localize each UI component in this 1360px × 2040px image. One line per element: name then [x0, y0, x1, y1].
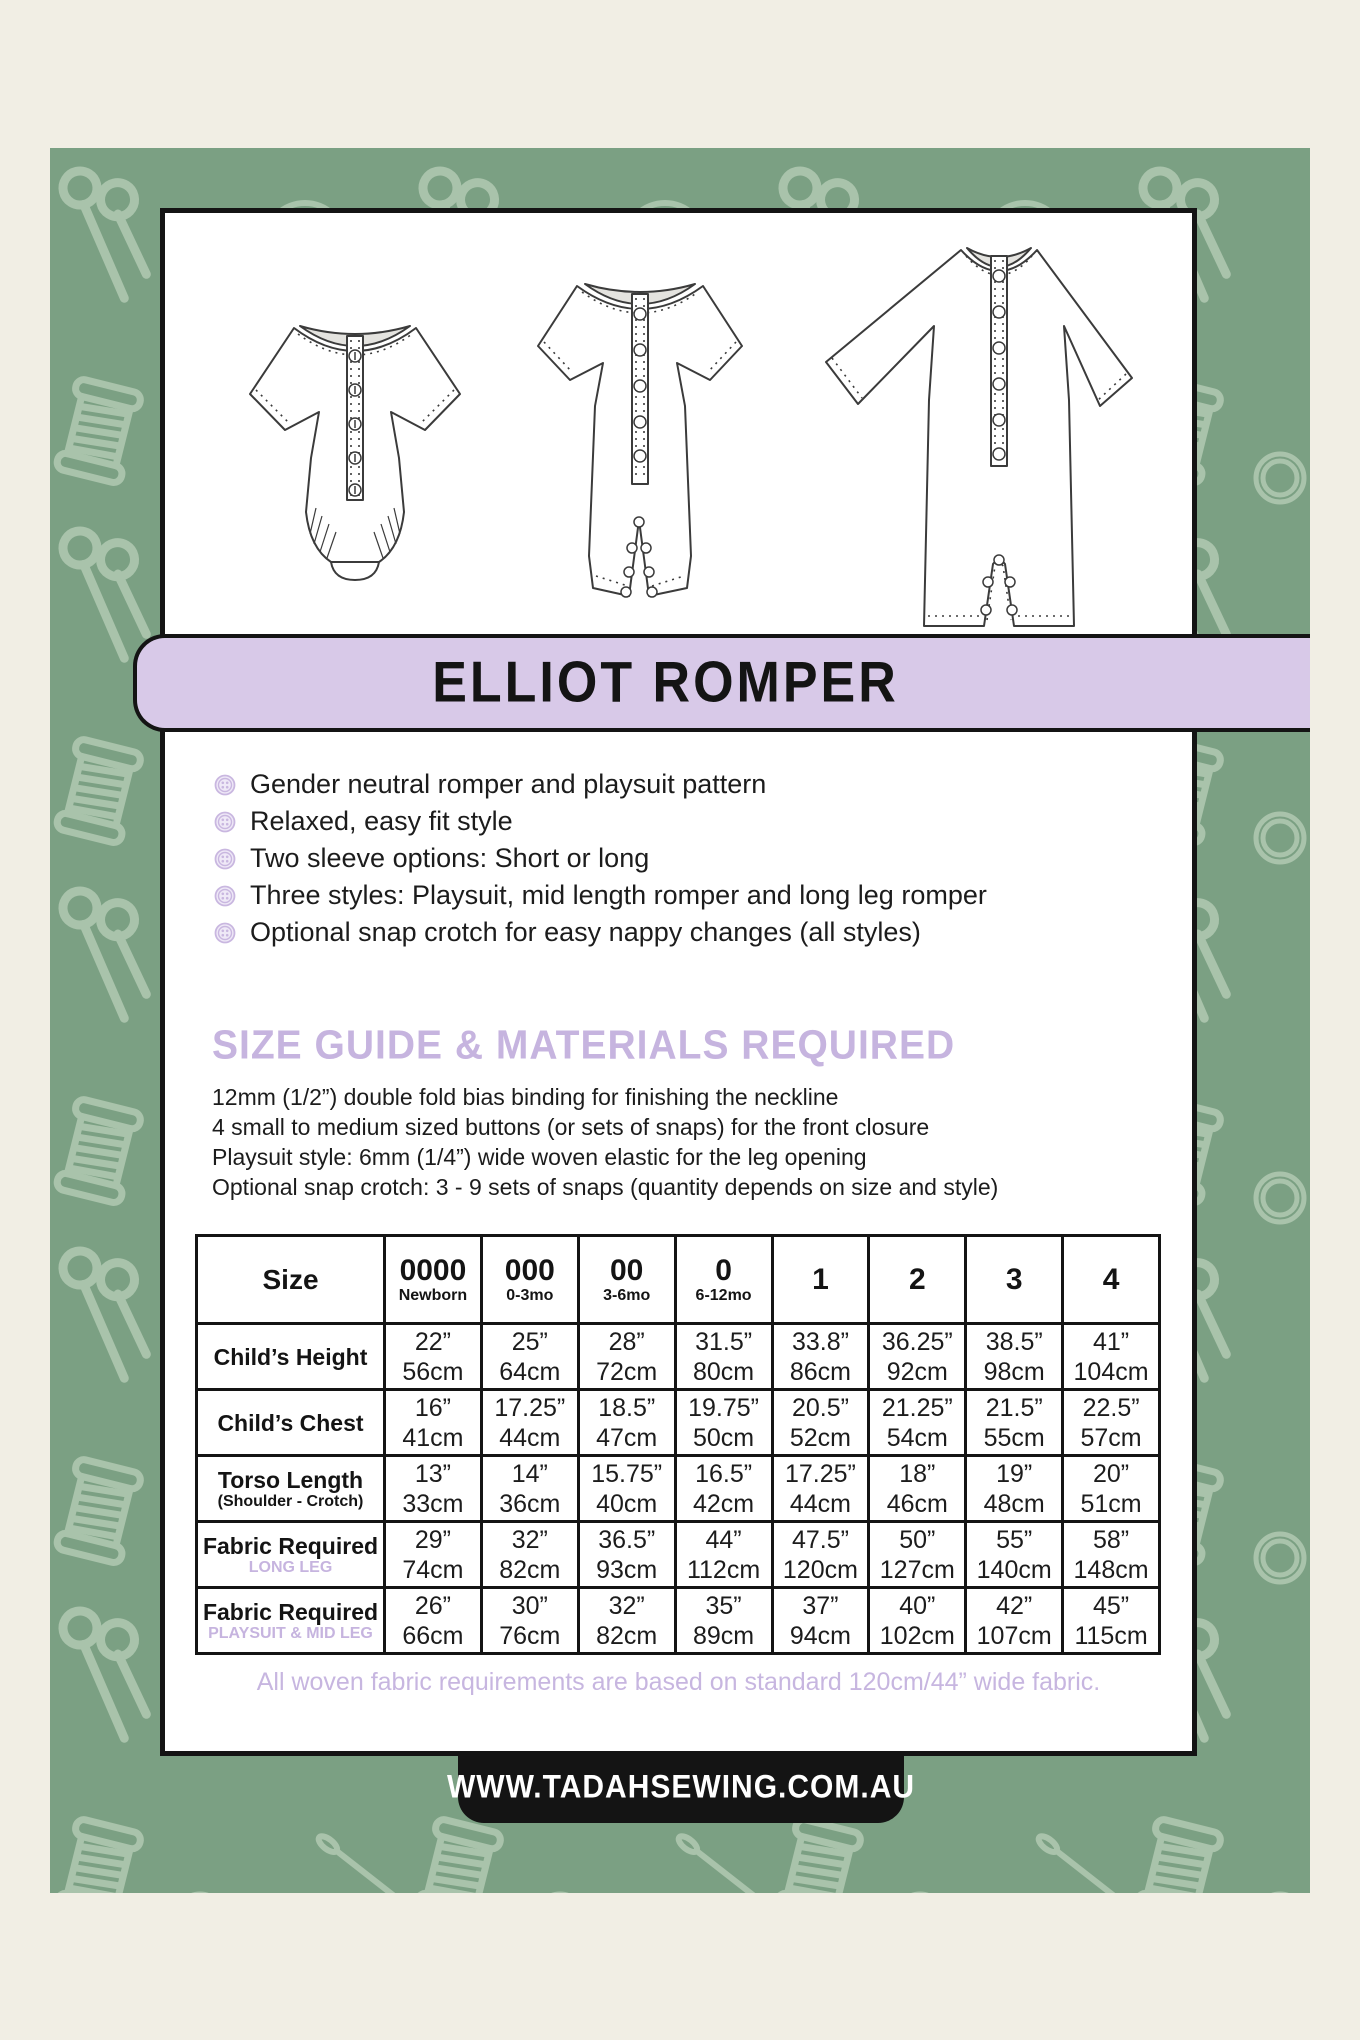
- size-value-cell: 32” 82cm: [481, 1522, 578, 1588]
- title-banner: [133, 634, 1310, 732]
- size-value-cell: 47.5” 120cm: [772, 1522, 869, 1588]
- size-value-cell: 22.5” 57cm: [1063, 1390, 1160, 1456]
- size-value-cell: 36.25” 92cm: [869, 1324, 966, 1390]
- size-value-cell: 30” 76cm: [481, 1588, 578, 1654]
- page-title: ELLIOT ROMPER: [432, 651, 899, 715]
- size-table-header-row: [197, 1236, 1160, 1324]
- size-value-cell: 15.75” 40cm: [578, 1456, 675, 1522]
- size-column-header: 1: [772, 1236, 869, 1324]
- button-bullet-icon: [214, 922, 236, 944]
- size-value-cell: 20.5” 52cm: [772, 1390, 869, 1456]
- button-bullet-icon: [214, 848, 236, 870]
- feature-text: Optional snap crotch for easy nappy changes (all styles): [250, 917, 921, 947]
- size-column-header: 000 0-3mo: [481, 1236, 578, 1324]
- table-row: [197, 1522, 1160, 1588]
- size-value-cell: 40” 102cm: [869, 1588, 966, 1654]
- size-value-cell: 16.5” 42cm: [675, 1456, 772, 1522]
- size-column-header: 0000 Newborn: [385, 1236, 482, 1324]
- feature-item: [214, 766, 987, 803]
- size-value-cell: 45” 115cm: [1063, 1588, 1160, 1654]
- size-column-header: 3: [966, 1236, 1063, 1324]
- feature-item: [214, 803, 987, 840]
- size-value-cell: 37” 94cm: [772, 1588, 869, 1654]
- size-value-cell: 29” 74cm: [385, 1522, 482, 1588]
- size-value-cell: 19.75” 50cm: [675, 1390, 772, 1456]
- row-label-cell: Fabric Required LONG LEG: [197, 1522, 385, 1588]
- size-value-cell: 36.5” 93cm: [578, 1522, 675, 1588]
- button-bullet-icon: [214, 811, 236, 833]
- row-label-cell: Fabric Required PLAYSUIT & MID LEG: [197, 1588, 385, 1654]
- size-value-cell: 18.5” 47cm: [578, 1390, 675, 1456]
- size-table-body: [197, 1324, 1160, 1654]
- feature-item: [214, 914, 987, 951]
- size-guide-heading: SIZE GUIDE & MATERIALS REQUIRED: [212, 1022, 956, 1069]
- material-line: 4 small to medium sized buttons (or sets of snaps) for the front closure: [212, 1114, 930, 1140]
- size-value-cell: 20” 51cm: [1063, 1456, 1160, 1522]
- size-value-cell: 18” 46cm: [869, 1456, 966, 1522]
- table-row: [197, 1324, 1160, 1390]
- material-line: Playsuit style: 6mm (1/4”) wide woven elastic for the leg opening: [212, 1144, 867, 1170]
- material-line: Optional snap crotch: 3 - 9 sets of snaps (quantity depends on size and style): [212, 1174, 999, 1200]
- size-value-cell: 19” 48cm: [966, 1456, 1063, 1522]
- size-column-header: 2: [869, 1236, 966, 1324]
- size-value-cell: 50” 127cm: [869, 1522, 966, 1588]
- size-value-cell: 31.5” 80cm: [675, 1324, 772, 1390]
- size-value-cell: 16” 41cm: [385, 1390, 482, 1456]
- size-column-header: 4: [1063, 1236, 1160, 1324]
- button-bullet-icon: [214, 885, 236, 907]
- materials-list: [212, 1082, 998, 1202]
- fabric-note: All woven fabric requirements are based on standard 120cm/44” wide fabric.: [256, 1668, 1101, 1696]
- row-label-cell: Torso Length (Shoulder - Crotch): [197, 1456, 385, 1522]
- size-column-header: 0 6-12mo: [675, 1236, 772, 1324]
- size-value-cell: 58” 148cm: [1063, 1522, 1160, 1588]
- size-value-cell: 28” 72cm: [578, 1324, 675, 1390]
- table-row: [197, 1456, 1160, 1522]
- size-value-cell: 44” 112cm: [675, 1522, 772, 1588]
- size-value-cell: 14” 36cm: [481, 1456, 578, 1522]
- size-table: [195, 1234, 1161, 1655]
- size-column-header: 00 3-6mo: [578, 1236, 675, 1324]
- size-value-cell: 55” 140cm: [966, 1522, 1063, 1588]
- size-value-cell: 22” 56cm: [385, 1324, 482, 1390]
- size-corner-cell: Size: [197, 1236, 385, 1324]
- size-value-cell: 17.25” 44cm: [772, 1456, 869, 1522]
- size-value-cell: 42” 107cm: [966, 1588, 1063, 1654]
- row-label-cell: Child’s Height: [197, 1324, 385, 1390]
- long-romper-illustration: [788, 230, 1148, 640]
- table-row: [197, 1390, 1160, 1456]
- size-value-cell: 13” 33cm: [385, 1456, 482, 1522]
- size-value-cell: 17.25” 44cm: [481, 1390, 578, 1456]
- feature-text: Two sleeve options: Short or long: [250, 843, 650, 873]
- size-value-cell: 33.8” 86cm: [772, 1324, 869, 1390]
- feature-text: Three styles: Playsuit, mid length romper and long leg romper: [250, 880, 987, 910]
- feature-list: [214, 766, 987, 951]
- website-url: WWW.TADAHSEWING.COM.AU: [446, 1769, 916, 1806]
- size-value-cell: 41” 104cm: [1063, 1324, 1160, 1390]
- feature-item: [214, 840, 987, 877]
- playsuit-illustration: [230, 296, 480, 596]
- size-value-cell: 32” 82cm: [578, 1588, 675, 1654]
- size-value-cell: 35” 89cm: [675, 1588, 772, 1654]
- size-value-cell: 25” 64cm: [481, 1324, 578, 1390]
- table-row: [197, 1588, 1160, 1654]
- feature-item: [214, 877, 987, 914]
- mid-romper-illustration: [510, 256, 770, 616]
- feature-text: Gender neutral romper and playsuit pattern: [250, 769, 767, 799]
- feature-text: Relaxed, easy fit style: [250, 806, 513, 836]
- size-value-cell: 26” 66cm: [385, 1588, 482, 1654]
- size-value-cell: 21.25” 54cm: [869, 1390, 966, 1456]
- website-link-bar[interactable]: [446, 1753, 916, 1823]
- garment-illustrations: [160, 208, 1197, 638]
- material-line: 12mm (1/2”) double fold bias binding for finishing the neckline: [212, 1084, 839, 1110]
- row-label-cell: Child’s Chest: [197, 1390, 385, 1456]
- size-value-cell: 38.5” 98cm: [966, 1324, 1063, 1390]
- size-value-cell: 21.5” 55cm: [966, 1390, 1063, 1456]
- button-bullet-icon: [214, 774, 236, 796]
